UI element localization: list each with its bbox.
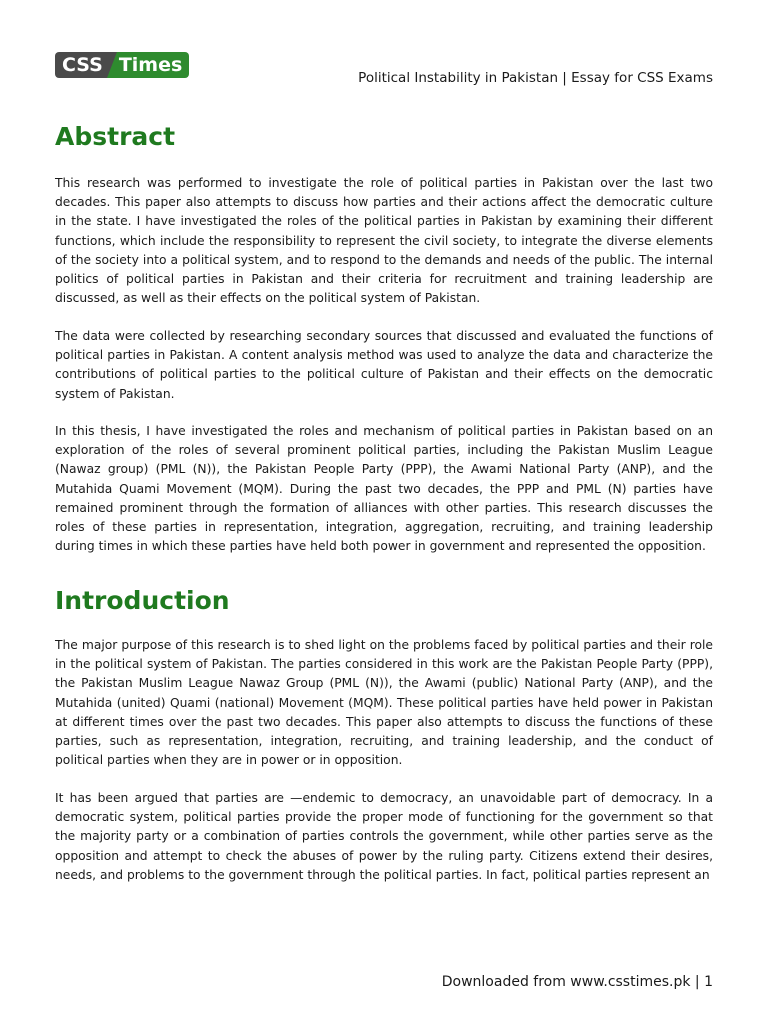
logo-text-times: Times: [117, 52, 189, 78]
document-title: Political Instability in Pakistan | Essay for CSS Exams: [358, 70, 713, 86]
page-header: [55, 52, 713, 86]
abstract-paragraph: This research was performed to investigate the role of political parties in Pakistan over the last two decades. This paper also attempts to discuss how parties and their actions affect the democratic culture in the state. I have investigated the roles of the political parties in Pakistan by examining their different functions, which include the responsibility to represent the civil society, to integrate the diverse elements of the society into a political system, and to respond to the demands and needs of the public. The internal politics of political parties in Pakistan and their criteria for recruitment and training leadership are discussed, as well as their effects on the political system of Pakistan.: [55, 176, 713, 306]
abstract-paragraph: The data were collected by researching secondary sources that discussed and evaluated the functions of political parties in Pakistan. A content analysis method was used to analyze the data and characterize the contributions of political parties to the political culture of Pakistan and their effects on the democratic system of Pakistan.: [55, 329, 713, 401]
introduction-heading: Introduction: [55, 586, 230, 615]
csstimes-logo[interactable]: [55, 52, 189, 78]
introduction-paragraph: It has been argued that parties are —endemic to democracy, an unavoidable part of democracy. In a democratic system, political parties provide the proper mode of functioning for the government so that the majority party or a combination of parties controls the government, while other parties serve as the opposition and attempt to check the abuses of power by the ruling party. Citizens extend their desires, needs, and problems to the government through the political parties. In fact, political parties represent an: [55, 791, 713, 882]
introduction-paragraph: The major purpose of this research is to shed light on the problems faced by political parties and their role in the political system of Pakistan. The parties considered in this work are the Pakistan People Party (PPP), the Pakistan Muslim League Nawaz Group (PML (N)), the Awami (public) National Party (ANP), and the Mutahida (united) Quami (national) Movement (MQM). These political parties have held power in Pakistan at different times over the past two decades. This paper also attempts to discuss the functions of these parties, such as representation, integration, recruiting, and training leadership, and the conduct of political parties when they are in power or in opposition.: [55, 638, 713, 768]
logo-text-css: CSS: [55, 52, 107, 78]
logo-slash-divider: [107, 52, 117, 78]
abstract-heading: Abstract: [55, 122, 176, 151]
abstract-paragraph: In this thesis, I have investigated the roles and mechanism of political parties in Pakistan based on an exploration of the roles of several prominent political parties, including the Pakistan Muslim League (Nawaz group) (PML (N)), the Pakistan People Party (PPP), the Awami National Party (ANP), and the Mutahida Quami Movement (MQM). During the past two decades, the PPP and PML (N) parties have remained prominent through the formation of alliances with other parties. This research discusses the roles of these parties in representation, integration, aggregation, recruiting, and training leadership during times in which these parties have held both power in government and represented the opposition.: [55, 424, 713, 554]
page-footer: Downloaded from www.csstimes.pk | 1: [441, 974, 713, 990]
